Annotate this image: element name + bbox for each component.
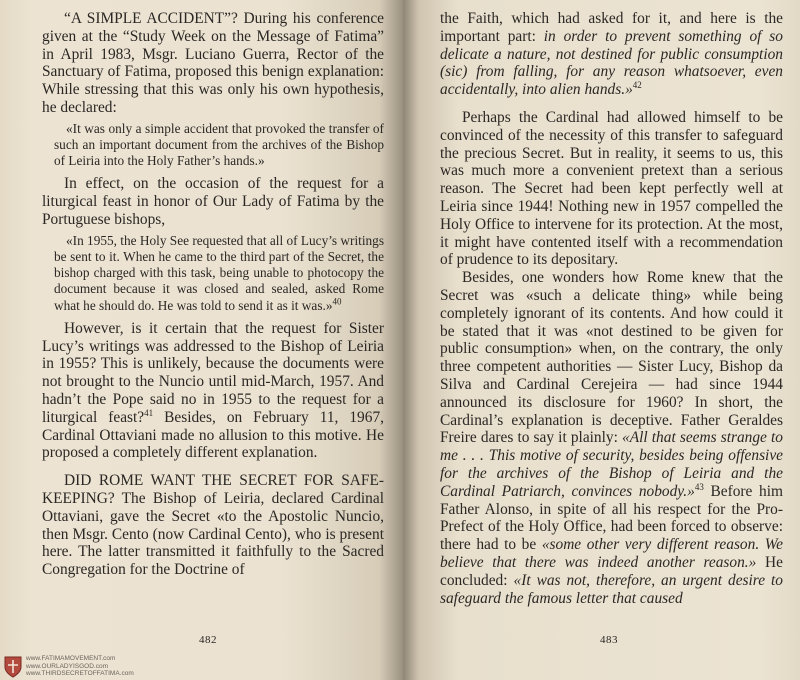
block-quote (42, 233, 384, 314)
left-text-column (42, 10, 384, 579)
footnote-ref: 43 (694, 481, 704, 492)
footnote-ref: 40 (332, 296, 342, 307)
footnote-ref: 42 (632, 80, 642, 91)
paragraph: In effect, on the occasion of the request for a liturgical feast in honor of Our Lady of Fatima by the Portuguese bishops, (42, 175, 384, 228)
watermark-url: www.THIRDSECRETOFFATIMA.com (26, 670, 134, 678)
watermark-url: www.OURLADYISGOD.com (26, 662, 108, 670)
page-number: 482 (199, 634, 217, 646)
footnote-ref: 41 (144, 407, 154, 418)
paragraph: However, is it certain that the request for Sister Lucy’s writings was addressed to the Bishop of Leiria in 1955? This is unlikely, because the documents were not brought to the Nuncio until mid-March, 1957. And hadn’t the Pope said no in 1955 to the request for a liturgical feast?$^{41}$ Besides, on February 11, 1967, Cardinal Ottaviani made no allusion to this motive. He proposed a completely different explanation. (42, 319, 384, 462)
quote-text: «In 1955, the Holy See requested that all of Lucy’s writings be sent to it. When he came to the third part of the Secret, the bishop charged with this task, being unable to photocopy the document because it was closed and sealed, asked Rome what he should do. He was told to send it as it was.»$^{40}$ (54, 232, 384, 313)
site-watermark (4, 655, 224, 679)
shield-logo-icon (4, 656, 22, 678)
page-number: 483 (600, 634, 618, 646)
paragraph: Perhaps the Cardinal had allowed himself to be convinced of the necessity of this transfer to safeguard the precious Secret. But in reality, it seems to us, this was much more a convenient pretext than a serious reason. The Secret had been kept perfectly well at Leiria since 1944! Nothing new in 1957 compelled the Holy Office to intervene for its protection. At the most, it might have contented itself with a recommendation of prudence to its depositary. (440, 108, 783, 269)
watermark-text (26, 655, 134, 678)
right-page (403, 0, 800, 680)
paragraph: Besides, one wonders how Rome knew that the Secret was «such a delicate thing» while being completely ignorant of its contents. And how could it be stated that it was «not destined to be given for public consumption» when, on the contrary, the only three competent authorities — Sister Lucy, Bishop da Silva and Cardinal Cerejeira — had since 1944 announced its disclosure for 1960? In short, the Cardinal’s explanation is deceptive. Father Geraldes Freire dares to say it plainly: «All that seems strange to me . . . This motive of security, besides being offensive for the archives of the Bishop of Leiria and the Cardinal Patriarch, convinces nobody.»$^{43}$ Before him Father Alonso, in spite of all his respect for the Pro-Prefect of the Holy Office, had been forced to observe: there had to be «some other very different reason. We believe that there was indeed another reason.» He concluded: «It was not, therefore, an urgent desire to safeguard the famous letter that caused (440, 269, 783, 607)
paragraph: “A SIMPLE ACCIDENT”? During his conference given at the “Study Week on the Message of Fatima” in April 1983, Msgr. Luciano Guerra, Rector of the Sanctuary of Fatima, proposed this benign explanation: While stressing that this was only his own hypothesis, he declared: (42, 10, 384, 116)
block-quote (42, 121, 384, 170)
paragraph: DID ROME WANT THE SECRET FOR SAFE-KEEPING? The Bishop of Leiria, declared Cardinal Ottaviani, gave the Secret «to the Apostolic Nuncio, then Msgr. Cento (now Cardinal Cento), who is present here. The latter transmitted it faithfully to the Sacred Congregation for the Doctrine of (42, 472, 384, 579)
paragraph: the Faith, which had asked for it, and here is the important part: in order to prevent something of so delicate a nature, not destined for public consumption (sic) from falling, for any reason whatsoever, even accidentally, into alien hands.»$^{42}$ (440, 10, 783, 99)
watermark-url: www.FATIMAMOVEMENT.com (26, 655, 116, 662)
right-text-column (440, 10, 783, 607)
quote-text: «It was only a simple accident that provoked the transfer of such an important document from the archives of the Bishop of Leiria into the Holy Father’s hands.» (54, 120, 384, 169)
